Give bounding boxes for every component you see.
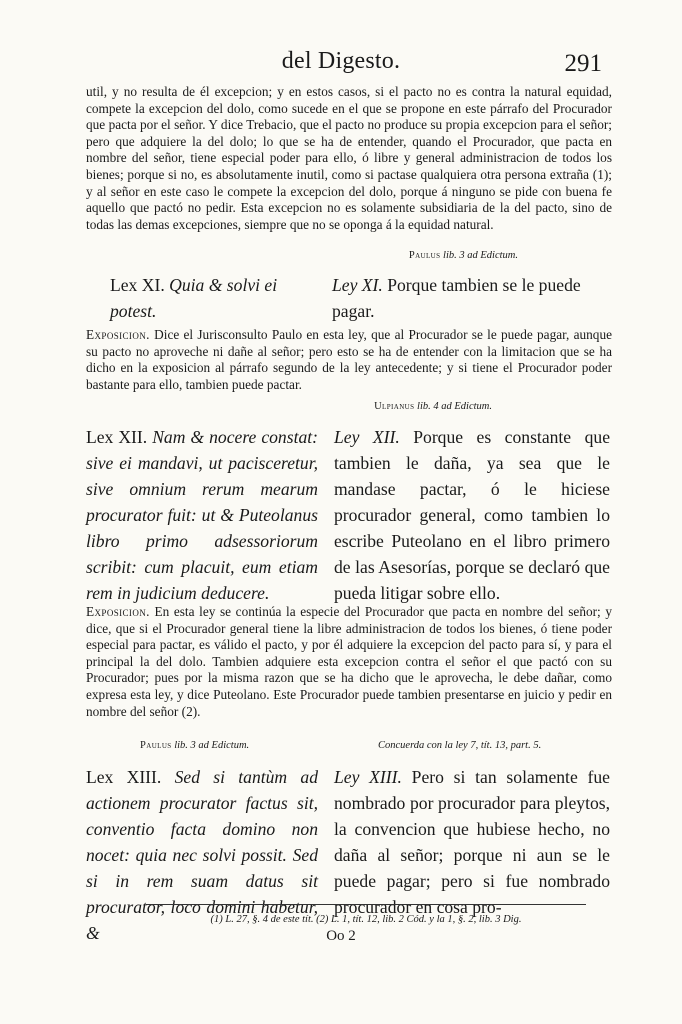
signature-mark: Oo 2	[326, 928, 356, 944]
exposicion-11-text: Dice el Jurisconsulto Paulo en esta ley, que al Procurador se le puede pagar, aunque su pacto no aproveche ni dañe al señor; pero esto se ha de entender con la limitacion que se ha dicho en la exposicion al párrafo segundo de la ley antecedente; y si tiene el Procurador poder bastante para ello, tambien puede pactar.	[86, 327, 613, 392]
lex-13-spanish-heading: Ley XIII.	[334, 767, 402, 787]
lex-12-spanish-text: Porque es constante que tambien le daña, ya sea que le mandase pactar, ó le hiciese procurador general, como tambien lo escribe Puteolano en el libro primero de las Asesorías, porque se declaró que pueda litigar sobre ello.	[334, 427, 610, 603]
exposicion-12	[86, 604, 612, 720]
lex-11-latin-text: Quia & solvi ei potest.	[110, 275, 278, 321]
attribution-ref: lib. 3 ad Edictum.	[443, 250, 518, 261]
lex-12-spanish-heading: Ley XII.	[334, 427, 400, 447]
lex-12-spanish	[334, 424, 610, 606]
lex-11-latin-heading: Lex XI.	[110, 275, 165, 295]
footnote-rule	[146, 904, 586, 905]
lex-12-latin	[86, 424, 318, 606]
intro-paragraph: util, y no resulta de él excepcion; y en estos casos, si el pacto no es contra la natural equidad, compete la excepcion del dolo, como sucede en el que se propone en este párrafo del Procurador que pacta por el señor. Y dice Trebacio, que el pacto no produce su propia excepcion para el señor; pero que adquiere la del dolo; lo que se ha de entender, quando el Procurador, que pacta en nombre del señor, tiene especial poder para ello, ó libre y general administracion de todos los bienes; porque si no, es absolutamente inutil, como si pactase qualquiera otra persona extraña (1); y al señor en este caso le compete la excepcion del dolo, porque á ninguno se pide con buena fe aquello que pactó no pedir. Esta excepcion no es solamente subsidiaria de la del pacto, sino de todas las demas excepciones, siempre que no se oponga á la equidad natural.	[86, 84, 612, 232]
intro-paragraph-block	[86, 84, 612, 233]
attribution-author: Paulus	[408, 250, 441, 261]
lex-13-latin-heading: Lex XIII.	[86, 767, 162, 787]
lex-13-latin-text: Sed si tantùm ad actionem procurator factus sit, conventio facta domino non nocet: quia nec solvi possit. Sed si in rem suam datus sit procurator, loco domini habetur, &	[86, 767, 318, 943]
attribution-ref: lib. 4 ad Edictum.	[417, 401, 492, 412]
concordance-note: Concuerda con la ley 7, tít. 13, part. 5.	[378, 740, 542, 751]
exposicion-12-text: En esta ley se continúa la especie del Procurador que pacta en nombre del señor; y dice, que si el Procurador general tiene la libre administracion de todos los bienes, ó tiene poder especial para pactar, es válido el pacto, y por él adquiere la excepcion del pacto para sí, y para el principal la del dolo. Tambien adquiere esta excepcion contra el señor el que pactó con su Procurador; pues por la misma razon que se ha dicho que le aprovecha, le debe dañar, como expresa esta ley, y dice Puteolano. Este Procurador puede tambien presentarse en juicio y pedir en nombre del señor (2).	[86, 604, 612, 719]
lex-11-spanish	[332, 272, 608, 324]
exposicion-label: Exposicion.	[86, 604, 150, 619]
lex-11-spanish-heading: Ley XI.	[332, 275, 383, 295]
attribution-author: Paulus	[140, 740, 172, 751]
lex-13-spanish-text: Pero si tan solamente fue nombrado por procurador para pleytos, la convencion que hubiese hecho, no daña al señor; porque ni aun se le puede pagar; pero si fue nombrado procurador en cosa pro-	[334, 767, 610, 917]
page-number: 291	[564, 50, 602, 77]
lex-11-latin	[110, 272, 310, 324]
page-header	[0, 48, 682, 84]
exposicion-11	[86, 327, 612, 393]
exposicion-label: Exposicion.	[86, 327, 150, 342]
attribution-paulus-1	[409, 250, 518, 261]
attribution-paulus-2	[140, 740, 249, 751]
running-title: del Digesto.	[281, 48, 401, 74]
attribution-author: Ulpianus	[374, 401, 415, 412]
lex-13-spanish	[334, 764, 610, 920]
footnotes: (1) L. 27, §. 4 de este tít. (2) L. 1, tít. 12, lib. 2 Cód. y la 1, §. 2, lib. 3 Dig.	[210, 914, 522, 925]
lex-12-latin-heading: Lex XII.	[86, 427, 148, 447]
attribution-ref: lib. 3 ad Edictum.	[174, 740, 250, 751]
lex-11-spanish-text: Porque tambien se le puede pagar.	[332, 275, 581, 321]
attribution-ulpianus	[374, 401, 492, 412]
lex-12-latin-text: Nam & nocere constat: sive ei mandavi, ut pacisceretur, sive omnium rerum mearum procurator fuit: ut & Puteolanus libro primo adsessoriorum scribit: cum placuit, eum etiam rem in judicium deducere.	[86, 427, 319, 603]
